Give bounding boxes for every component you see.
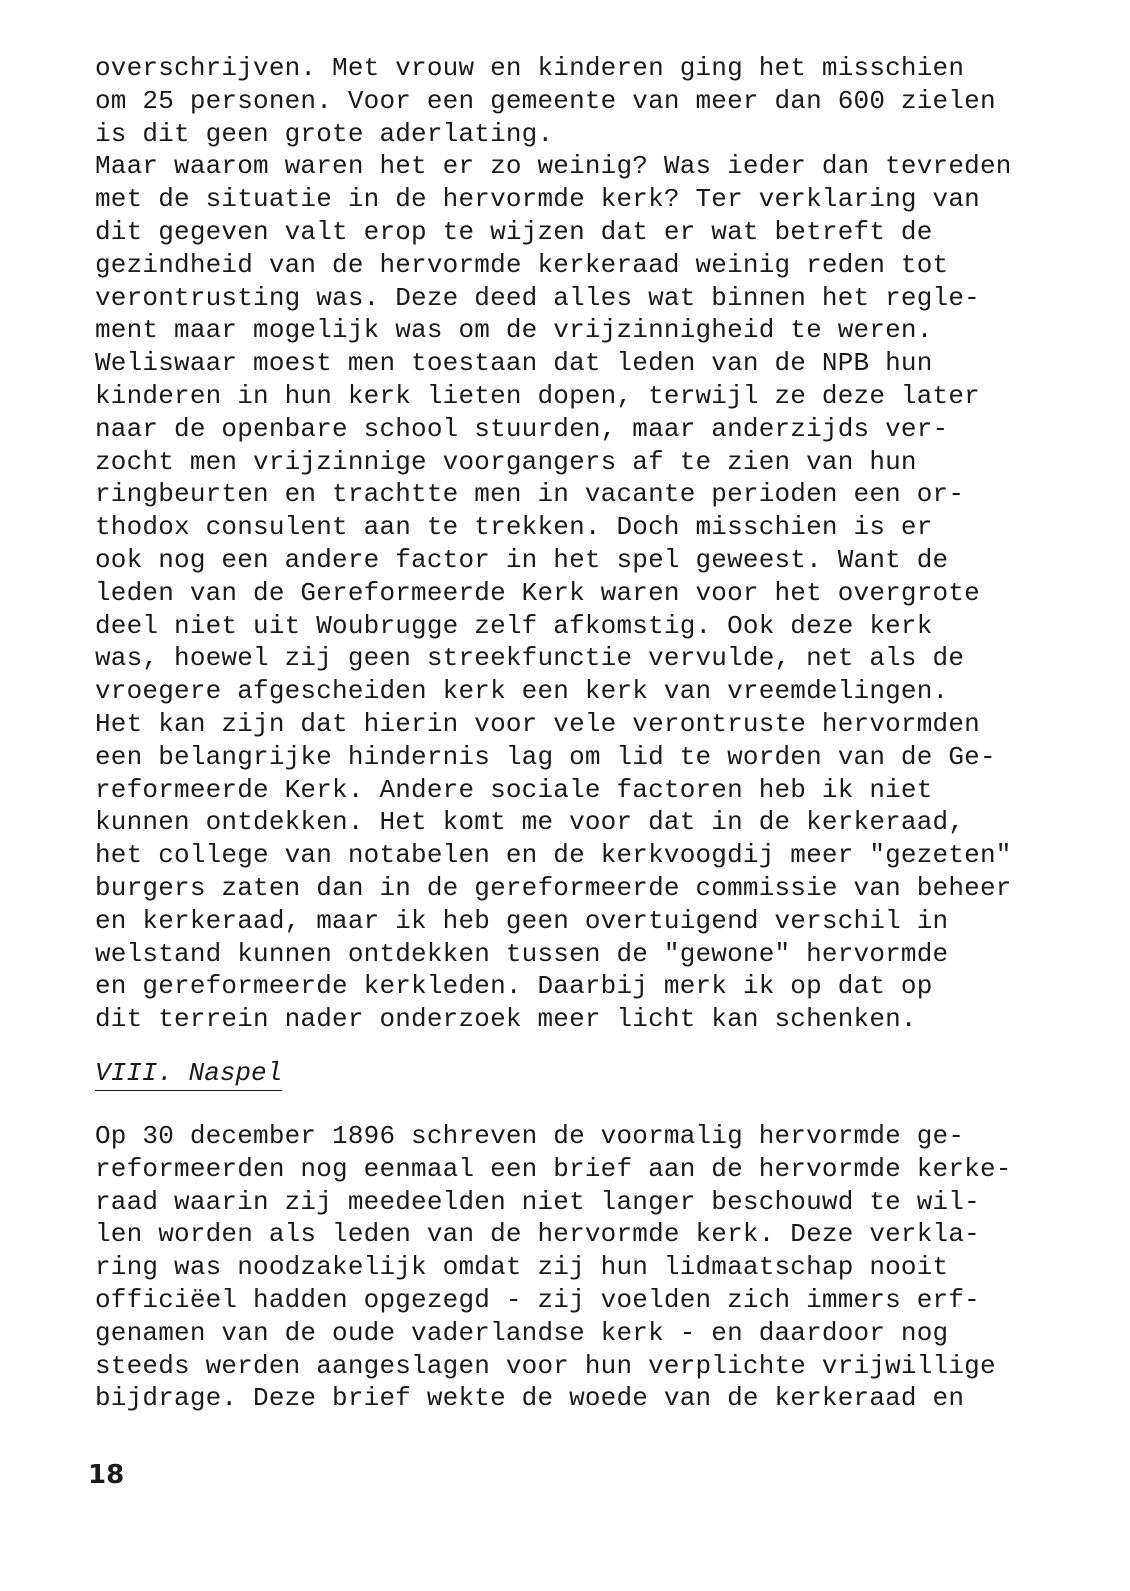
text-line: ook nog een andere factor in het spel geweest. Want de bbox=[95, 544, 949, 575]
text-line: en kerkeraad, maar ik heb geen overtuigend verschil in bbox=[95, 905, 949, 936]
text-line: deel niet uit Woubrugge zelf afkomstig. Ook deze kerk bbox=[95, 610, 933, 641]
paragraph-2 bbox=[95, 1120, 1105, 1415]
text-line: genamen van de oude vaderlandse kerk - en daardoor nog bbox=[95, 1317, 949, 1348]
paragraph-1 bbox=[95, 52, 1105, 1036]
text-line: het college van notabelen en de kerkvoogdij meer "gezeten" bbox=[95, 840, 1012, 871]
section-heading: VIII. Naspel bbox=[95, 1057, 282, 1091]
text-line: vroegere afgescheiden kerk een kerk van vreemdelingen. bbox=[95, 676, 949, 707]
text-line: reformeerde Kerk. Andere sociale factoren heb ik niet bbox=[95, 774, 933, 805]
text-line: zocht men vrijzinnige voorgangers af te zien van hun bbox=[95, 446, 917, 477]
text-line: dit gegeven valt erop te wijzen dat er wat betreft de bbox=[95, 216, 933, 247]
text-line: steeds werden aangeslagen voor hun verplichte vrijwillige bbox=[95, 1350, 996, 1381]
text-line: raad waarin zij meedeelden niet langer beschouwd te wil- bbox=[95, 1186, 980, 1217]
text-line: met de situatie in de hervormde kerk? Ter verklaring van bbox=[95, 184, 980, 215]
text-line: overschrijven. Met vrouw en kinderen ging het misschien bbox=[95, 53, 965, 83]
text-line: bijdrage. Deze brief wekte de woede van de kerkeraad en bbox=[95, 1383, 965, 1414]
text-line: ringbeurten en trachtte men in vacante perioden een or- bbox=[95, 479, 965, 510]
text-line: kunnen ontdekken. Het komt me voor dat in de kerkeraad, bbox=[95, 807, 965, 838]
text-line: ment maar mogelijk was om de vrijzinnigheid te weren. bbox=[95, 315, 933, 346]
text-line: dit terrein nader onderzoek meer licht kan schenken. bbox=[95, 1004, 917, 1035]
text-line: een belangrijke hindernis lag om lid te worden van de Ge- bbox=[95, 741, 996, 772]
text-line: leden van de Gereformeerde Kerk waren voor het overgrote bbox=[95, 577, 980, 608]
text-line: naar de openbare school stuurden, maar anderzijds ver- bbox=[95, 413, 949, 444]
text-line: kinderen in hun kerk lieten dopen, terwijl ze deze later bbox=[95, 380, 980, 411]
text-line: Weliswaar moest men toestaan dat leden van de NPB hun bbox=[95, 348, 933, 379]
text-line: ring was noodzakelijk omdat zij hun lidmaatschap nooit bbox=[95, 1252, 949, 1283]
text-line: verontrusting was. Deze deed alles wat binnen het regle- bbox=[95, 282, 980, 313]
text-line: is dit geen grote aderlating. bbox=[95, 118, 554, 149]
text-line: burgers zaten dan in de gereformeerde commissie van beheer bbox=[95, 872, 1012, 903]
text-line: om 25 personen. Voor een gemeente van meer dan 600 zielen bbox=[95, 85, 996, 116]
text-line: officiëel hadden opgezegd - zij voelden zich immers erf- bbox=[95, 1284, 980, 1315]
text-line: welstand kunnen ontdekken tussen de "gewone" hervormde bbox=[95, 938, 949, 969]
text-line: len worden als leden van de hervormde kerk. Deze verkla- bbox=[95, 1219, 980, 1250]
page-number: 18 bbox=[88, 1460, 125, 1490]
text-line: Het kan zijn dat hierin voor vele verontruste hervormden bbox=[95, 708, 980, 739]
text-line: Op 30 december 1896 schreven de voormalig hervormde ge- bbox=[95, 1121, 965, 1151]
text-line: Maar waarom waren het er zo weinig? Was ieder dan tevreden bbox=[95, 151, 1012, 182]
text-line: en gereformeerde kerkleden. Daarbij merk ik op dat op bbox=[95, 971, 933, 1002]
text-line: gezindheid van de hervormde kerkeraad weinig reden tot bbox=[95, 249, 949, 280]
text-line: was, hoewel zij geen streekfunctie vervulde, net als de bbox=[95, 643, 965, 674]
text-line: thodox consulent aan te trekken. Doch misschien is er bbox=[95, 512, 933, 543]
text-line: reformeerden nog eenmaal een brief aan de hervormde kerke- bbox=[95, 1153, 1012, 1184]
